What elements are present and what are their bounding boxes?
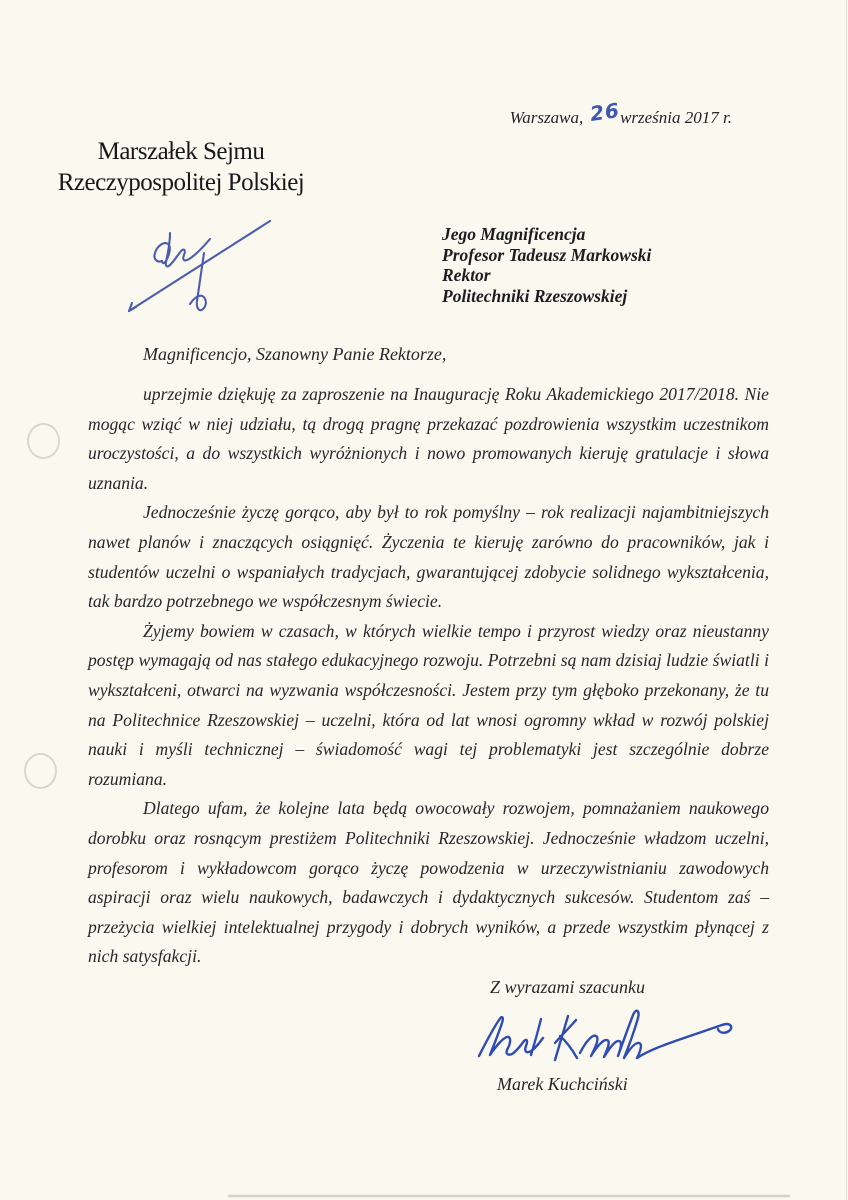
letterhead	[56, 136, 306, 198]
signature-name: Marek Kuchciński	[497, 1074, 628, 1094]
date-city: Warszawa,	[509, 108, 584, 127]
annotation-do-letters	[154, 233, 210, 266]
signature-last-name	[555, 1011, 641, 1060]
scan-edge-smudge	[228, 1195, 790, 1197]
punch-hole-artifact-bottom	[24, 753, 57, 789]
recipient-title: Rektor	[442, 265, 491, 285]
paragraph-2: Jednocześnie życzę gorąco, aby był to rok pomyślny – rok realizacji najambitniejszych nawet planów i znaczących osiągnięć. Życzenia te kieruję zarówno do pracowników, jak i studentów uczelni o wspaniałych tradycjach, gwarantującej zdobycie solidnego wykształcenia, tak bardzo potrzebnego we współczesnym świecie.	[88, 502, 769, 612]
paragraph-4: Dlatego ufam, że kolejne lata będą owocowały rozwojem, pomnażaniem naukowego dorobku oraz rosnącym prestiżem Politechniki Rzeszowskiej. Jednocześnie władzom uczelni, profesorom i wykładowcom gorąco życzę powodzenia w urzeczywistnianiu zawodowych aspiracji oraz wielu naukowych, badawczych i dydaktycznych sukcesów. Studentom zaś – przeżycia wielkiej intelektualnej przygody i dobrych wyników, a przede wszystkim płynącej z nich satysfakcji.	[88, 798, 769, 967]
handwritten-do-annotation	[110, 215, 280, 325]
scan-edge-line	[846, 0, 847, 1200]
punch-hole-artifact-top	[27, 423, 60, 459]
recipient-name: Profesor Tadeusz Markowski	[442, 244, 652, 265]
letter-body	[88, 380, 769, 972]
paragraph-1: uprzejmie dziękuję za zaproszenie na Inaugurację Roku Akademickiego 2017/2018. Nie mogąc wziąć w niej udziału, tą drogą pragnę przekazać pozdrowienia wszystkim uczestnikom uroczystości, a do wszystkich wyróżnionych i nowo promowanych kieruję gratulacje i słowa uznania.	[88, 384, 769, 493]
date-day-handwritten: 26	[588, 98, 622, 126]
signature-ink	[472, 1002, 744, 1076]
annotation-diagonal-line	[129, 221, 270, 311]
salutation: Magnificencjo, Szanowny Panie Rektorze,	[143, 344, 447, 364]
valediction: Z wyrazami szacunku	[490, 977, 646, 997]
signature-tail	[637, 1024, 731, 1058]
paragraph-3: Żyjemy bowiem w czasach, w których wielkie tempo i przyrost wiedzy oraz nieustanny postęp wymagają od nas stałego edukacyjnego rozwoju. Potrzebni są nam dzisiaj ludzie światli i wykształceni, otwarci na wyzwania współczesności. Jestem przy tym głęboko przekonany, że tu na Politechnice Rzeszowskiej – uczelni, która od lat wnosi ogromny wkład w rozwój polskiej nauki i myśli technicznej – świadomość wagi tej problematyki jest szczególnie dobrze rozumiana.	[88, 620, 769, 789]
letterhead-line1: Marszałek Sejmu	[97, 138, 265, 165]
annotation-arrowhead	[129, 303, 136, 311]
date-rest: września 2017 r.	[620, 108, 732, 127]
signature-first-name	[479, 1017, 543, 1056]
recipient-honorific: Jego Magnificencja	[442, 224, 586, 244]
date-line	[400, 98, 732, 128]
recipient-block	[442, 224, 651, 306]
annotation-flourish	[190, 253, 206, 310]
recipient-institution: Politechniki Rzeszowskiej	[442, 285, 628, 306]
letterhead-line2: Rzeczypospolitej Polskiej	[57, 169, 305, 196]
